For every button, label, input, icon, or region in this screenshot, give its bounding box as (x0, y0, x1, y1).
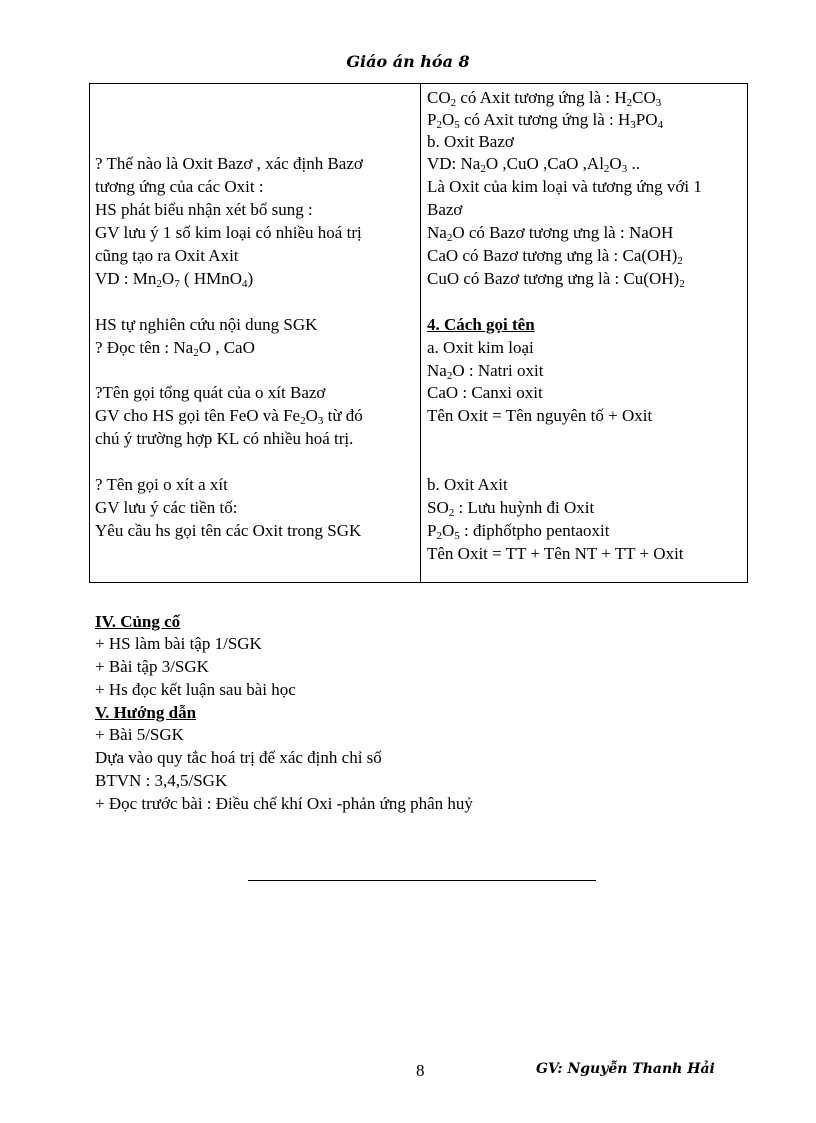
guidance-item: Dựa vào quy tắc hoá trị để xác định chỉ số (95, 748, 382, 767)
subscript: 2 (446, 232, 453, 244)
text-segment: P (427, 521, 437, 540)
table-left-line (95, 245, 239, 267)
text-segment: HS phát biểu nhận xét bổ sung : (95, 200, 313, 219)
table-right-line (427, 382, 543, 404)
text-segment: CO (632, 88, 656, 107)
text-segment: ?Tên gọi tổng quát của o xít Bazơ (95, 383, 326, 402)
subscript: 2 (446, 370, 453, 382)
subscript: 2 (679, 278, 685, 290)
subscript: 2 (436, 119, 442, 131)
table-right-line (427, 199, 462, 221)
text-segment: O (441, 521, 455, 540)
column-divider (420, 84, 421, 582)
text-segment: HS tự nghiên cứu nội dung SGK (95, 315, 318, 334)
text-segment: Tên Oxit = TT + Tên NT + TT + Oxit (427, 544, 684, 563)
subscript: 2 (193, 347, 199, 359)
table-right-line (427, 314, 535, 336)
table-left-line (95, 474, 228, 496)
text-segment: tương ứng của các Oxit : (95, 177, 264, 196)
subscript: 4 (657, 119, 663, 131)
author-signature: GV: Nguyễn Thanh Hải (536, 1061, 715, 1077)
text-segment: : Lưu huỳnh đi Oxit (454, 498, 595, 517)
text-segment: CaO : Canxi oxit (427, 383, 543, 402)
consolidation-item: + Bài tập 3/SGK (95, 657, 209, 676)
table-left-line (95, 405, 363, 427)
guidance-title (95, 701, 196, 724)
table-right-line (427, 222, 673, 244)
subscript: 2 (480, 163, 486, 175)
text-segment: GV lưu ý các tiền tố: (95, 498, 238, 517)
text-segment: GV cho HS gọi tên FeO và Fe (95, 406, 301, 425)
subscript: 2 (677, 255, 683, 267)
subscript: 3 (630, 119, 636, 131)
text-segment: có Axit tương ứng là : H (456, 88, 627, 107)
consolidation-item: + HS làm bài tập 1/SGK (95, 634, 262, 653)
text-segment: ) (247, 269, 254, 288)
subscript: 4 (242, 278, 248, 290)
text-segment: CaO có Bazơ tương ưng là : Ca(OH) (427, 246, 678, 265)
table-right-line (427, 543, 684, 565)
table-right-line (427, 87, 661, 109)
lesson-table (89, 83, 748, 583)
text-segment: b. Oxit Bazơ (427, 132, 514, 151)
subscript: 3 (317, 415, 324, 427)
subscript: 2 (626, 97, 633, 109)
table-right-line (427, 245, 683, 267)
text-segment: O ,CuO ,CaO ,Al (485, 154, 604, 173)
subheading: 4. Cách gọi tên (427, 315, 535, 334)
text-segment: P (427, 110, 437, 129)
subscript: 5 (454, 530, 460, 542)
table-right-line (427, 405, 652, 427)
table-right-line (427, 109, 663, 131)
text-segment: có Axit tương ứng là : H (459, 110, 631, 129)
text-segment: CO (427, 88, 451, 107)
subscript: 2 (450, 97, 457, 109)
subscript: 2 (300, 415, 306, 427)
text-segment: Là Oxit của kim loại và tương ứng với 1 (427, 177, 702, 196)
text-segment: ? Thế nào là Oxit Bazơ , xác định Bazơ (95, 154, 363, 173)
text-segment: VD : Mn (95, 269, 157, 288)
text-segment: ( HMnO (179, 269, 243, 288)
text-segment: GV lưu ý 1 số kim loại có nhiều hoá trị (95, 223, 362, 242)
table-left-line (95, 314, 317, 336)
table-right-line (427, 497, 594, 519)
table-left-line (95, 222, 362, 244)
text-segment: Yêu cầu hs gọi tên các Oxit trong SGK (95, 521, 362, 540)
page-number: 8 (416, 1061, 425, 1080)
table-left-line (95, 497, 238, 519)
table-left-line (95, 520, 361, 542)
text-segment: O , CaO (198, 338, 255, 357)
table-left-line (95, 428, 353, 450)
text-segment: a. Oxit kim loại (427, 338, 534, 357)
section-heading: V. Hướng dẫn (95, 703, 197, 722)
guidance-item: + Bài 5/SGK (95, 725, 184, 744)
table-right-line (427, 268, 685, 290)
text-segment: ? Tên gọi o xít a xít (95, 475, 228, 494)
subscript: 3 (621, 163, 628, 175)
subscript: 7 (174, 278, 180, 290)
table-left-line (95, 268, 253, 290)
subscript: 2 (156, 278, 162, 290)
text-segment: ? Đọc tên : Na (95, 338, 194, 357)
text-segment: : điphốtpho pentaoxit (459, 521, 610, 540)
table-right-line (427, 474, 508, 496)
text-segment: từ đó (323, 406, 363, 425)
text-segment: Tên Oxit = Tên nguyên tố + Oxit (427, 406, 653, 425)
text-segment: Na (427, 361, 447, 380)
table-right-line (427, 176, 702, 198)
header-title: Giáo án hóa 8 (346, 52, 470, 71)
table-left-line (95, 199, 313, 221)
consolidation-title (95, 610, 180, 633)
subscript: 3 (655, 97, 662, 109)
text-segment: chú ý trường hợp KL có nhiều hoá trị. (95, 429, 354, 448)
text-segment: PO (635, 110, 658, 129)
table-right-line (427, 131, 514, 153)
guidance-item: BTVN : 3,4,5/SGK (95, 771, 228, 790)
text-segment: b. Oxit Axit (427, 475, 508, 494)
table-right-line (427, 360, 543, 382)
text-segment: O (441, 110, 455, 129)
guidance-item: + Đọc trước bài : Điều chế khí Oxi -phản ứng phân huỷ (95, 794, 473, 813)
subscript: 5 (454, 119, 460, 131)
text-segment: O : Natri oxit (452, 361, 544, 380)
table-left-line (95, 153, 363, 175)
table-left-line (95, 176, 264, 198)
table-right-line (427, 337, 534, 359)
text-segment: Na (427, 223, 447, 242)
table-right-line (427, 520, 609, 542)
text-segment: CuO có Bazơ tương ưng là : Cu(OH) (427, 269, 680, 288)
text-segment: O (609, 154, 622, 173)
table-left-line (95, 337, 255, 359)
table-right-line (427, 153, 640, 175)
section-heading: IV. Củng cố (95, 612, 181, 631)
separator-line (248, 880, 596, 881)
subscript: 2 (603, 163, 610, 175)
text-segment: cũng tạo ra Oxit Axit (95, 246, 239, 265)
subscript: 2 (448, 507, 455, 519)
text-segment: .. (627, 154, 640, 173)
text-segment: O (305, 406, 318, 425)
text-segment: O có Bazơ tương ưng là : NaOH (452, 223, 674, 242)
text-segment: VD: Na (427, 154, 481, 173)
text-segment: O (161, 269, 175, 288)
table-left-line (95, 382, 325, 404)
text-segment: SO (427, 498, 449, 517)
consolidation-item: + Hs đọc kết luận sau bài học (95, 680, 296, 699)
text-segment: Bazơ (427, 200, 463, 219)
subscript: 2 (436, 530, 442, 542)
